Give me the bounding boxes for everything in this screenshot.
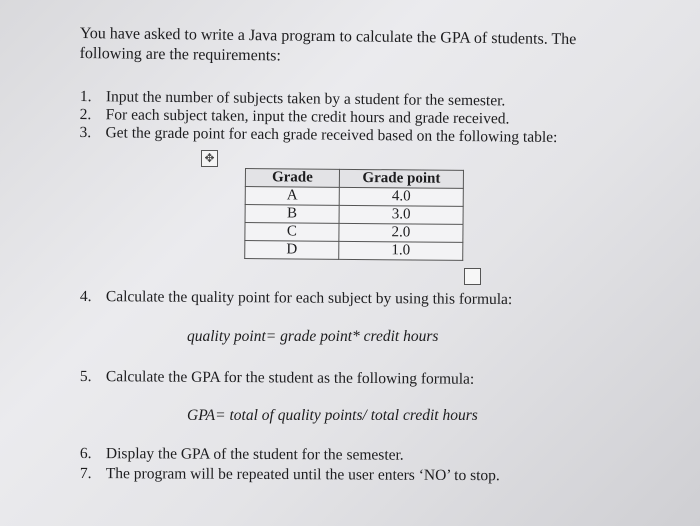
grade-cell: D bbox=[245, 241, 339, 260]
intro-paragraph bbox=[80, 24, 660, 71]
item-text: The program will be repeated until the user enters ‘NO’ to stop. bbox=[105, 465, 500, 485]
item-text: Calculate the quality point for each subject by using this formula: bbox=[105, 288, 513, 309]
table-row bbox=[245, 241, 463, 261]
item-number: 3. bbox=[79, 123, 92, 142]
list-item bbox=[80, 444, 500, 466]
grade-point-cell: 3.0 bbox=[339, 205, 463, 224]
table-row bbox=[245, 205, 463, 225]
table-move-handle-icon[interactable]: ✥ bbox=[201, 150, 218, 167]
item-text: Calculate the GPA for the student as the following formula: bbox=[105, 368, 475, 388]
grade-cell: A bbox=[245, 187, 339, 206]
table-row bbox=[245, 187, 463, 207]
intro-line-2: following are the requirements: bbox=[79, 44, 281, 65]
item-number: 1. bbox=[79, 88, 92, 106]
item-number: 4. bbox=[79, 287, 92, 306]
grade-point-cell: 4.0 bbox=[339, 187, 463, 206]
table-resize-handle-icon[interactable] bbox=[464, 268, 481, 285]
grade-cell: B bbox=[245, 205, 339, 224]
item-number: 2. bbox=[79, 105, 92, 124]
intro-line-1: You have asked to write a Java program to calculate the GPA of students. The bbox=[79, 24, 577, 49]
item-text: For each subject taken, input the credit hours and grade received. bbox=[105, 106, 510, 128]
quality-point-formula: quality point= grade point* credit hours bbox=[187, 328, 439, 345]
item-number: 5. bbox=[79, 367, 92, 386]
grade-point-cell: 1.0 bbox=[339, 241, 463, 260]
step-5 bbox=[80, 367, 474, 389]
item-text: Get the grade point for each grade received based on the following table: bbox=[105, 124, 558, 147]
item-number: 6. bbox=[79, 445, 92, 463]
item-number: 7. bbox=[79, 464, 92, 483]
list-item bbox=[79, 124, 557, 147]
column-header-grade-point: Grade point bbox=[339, 169, 463, 188]
gpa-formula: GPA= total of quality points/ total credit hours bbox=[187, 407, 478, 424]
table-row bbox=[245, 223, 463, 243]
grade-table bbox=[244, 168, 464, 261]
grade-cell: C bbox=[245, 223, 339, 242]
grade-point-cell: 2.0 bbox=[339, 223, 463, 242]
item-text: Display the GPA of the student for the semester. bbox=[105, 445, 404, 464]
step-4 bbox=[80, 287, 512, 309]
list-item bbox=[80, 464, 500, 486]
table-header-row bbox=[245, 169, 463, 189]
item-text: Input the number of subjects taken by a student for the semester. bbox=[105, 88, 506, 110]
final-steps bbox=[80, 444, 500, 486]
requirements-list bbox=[79, 88, 557, 147]
column-header-grade: Grade bbox=[245, 169, 339, 188]
